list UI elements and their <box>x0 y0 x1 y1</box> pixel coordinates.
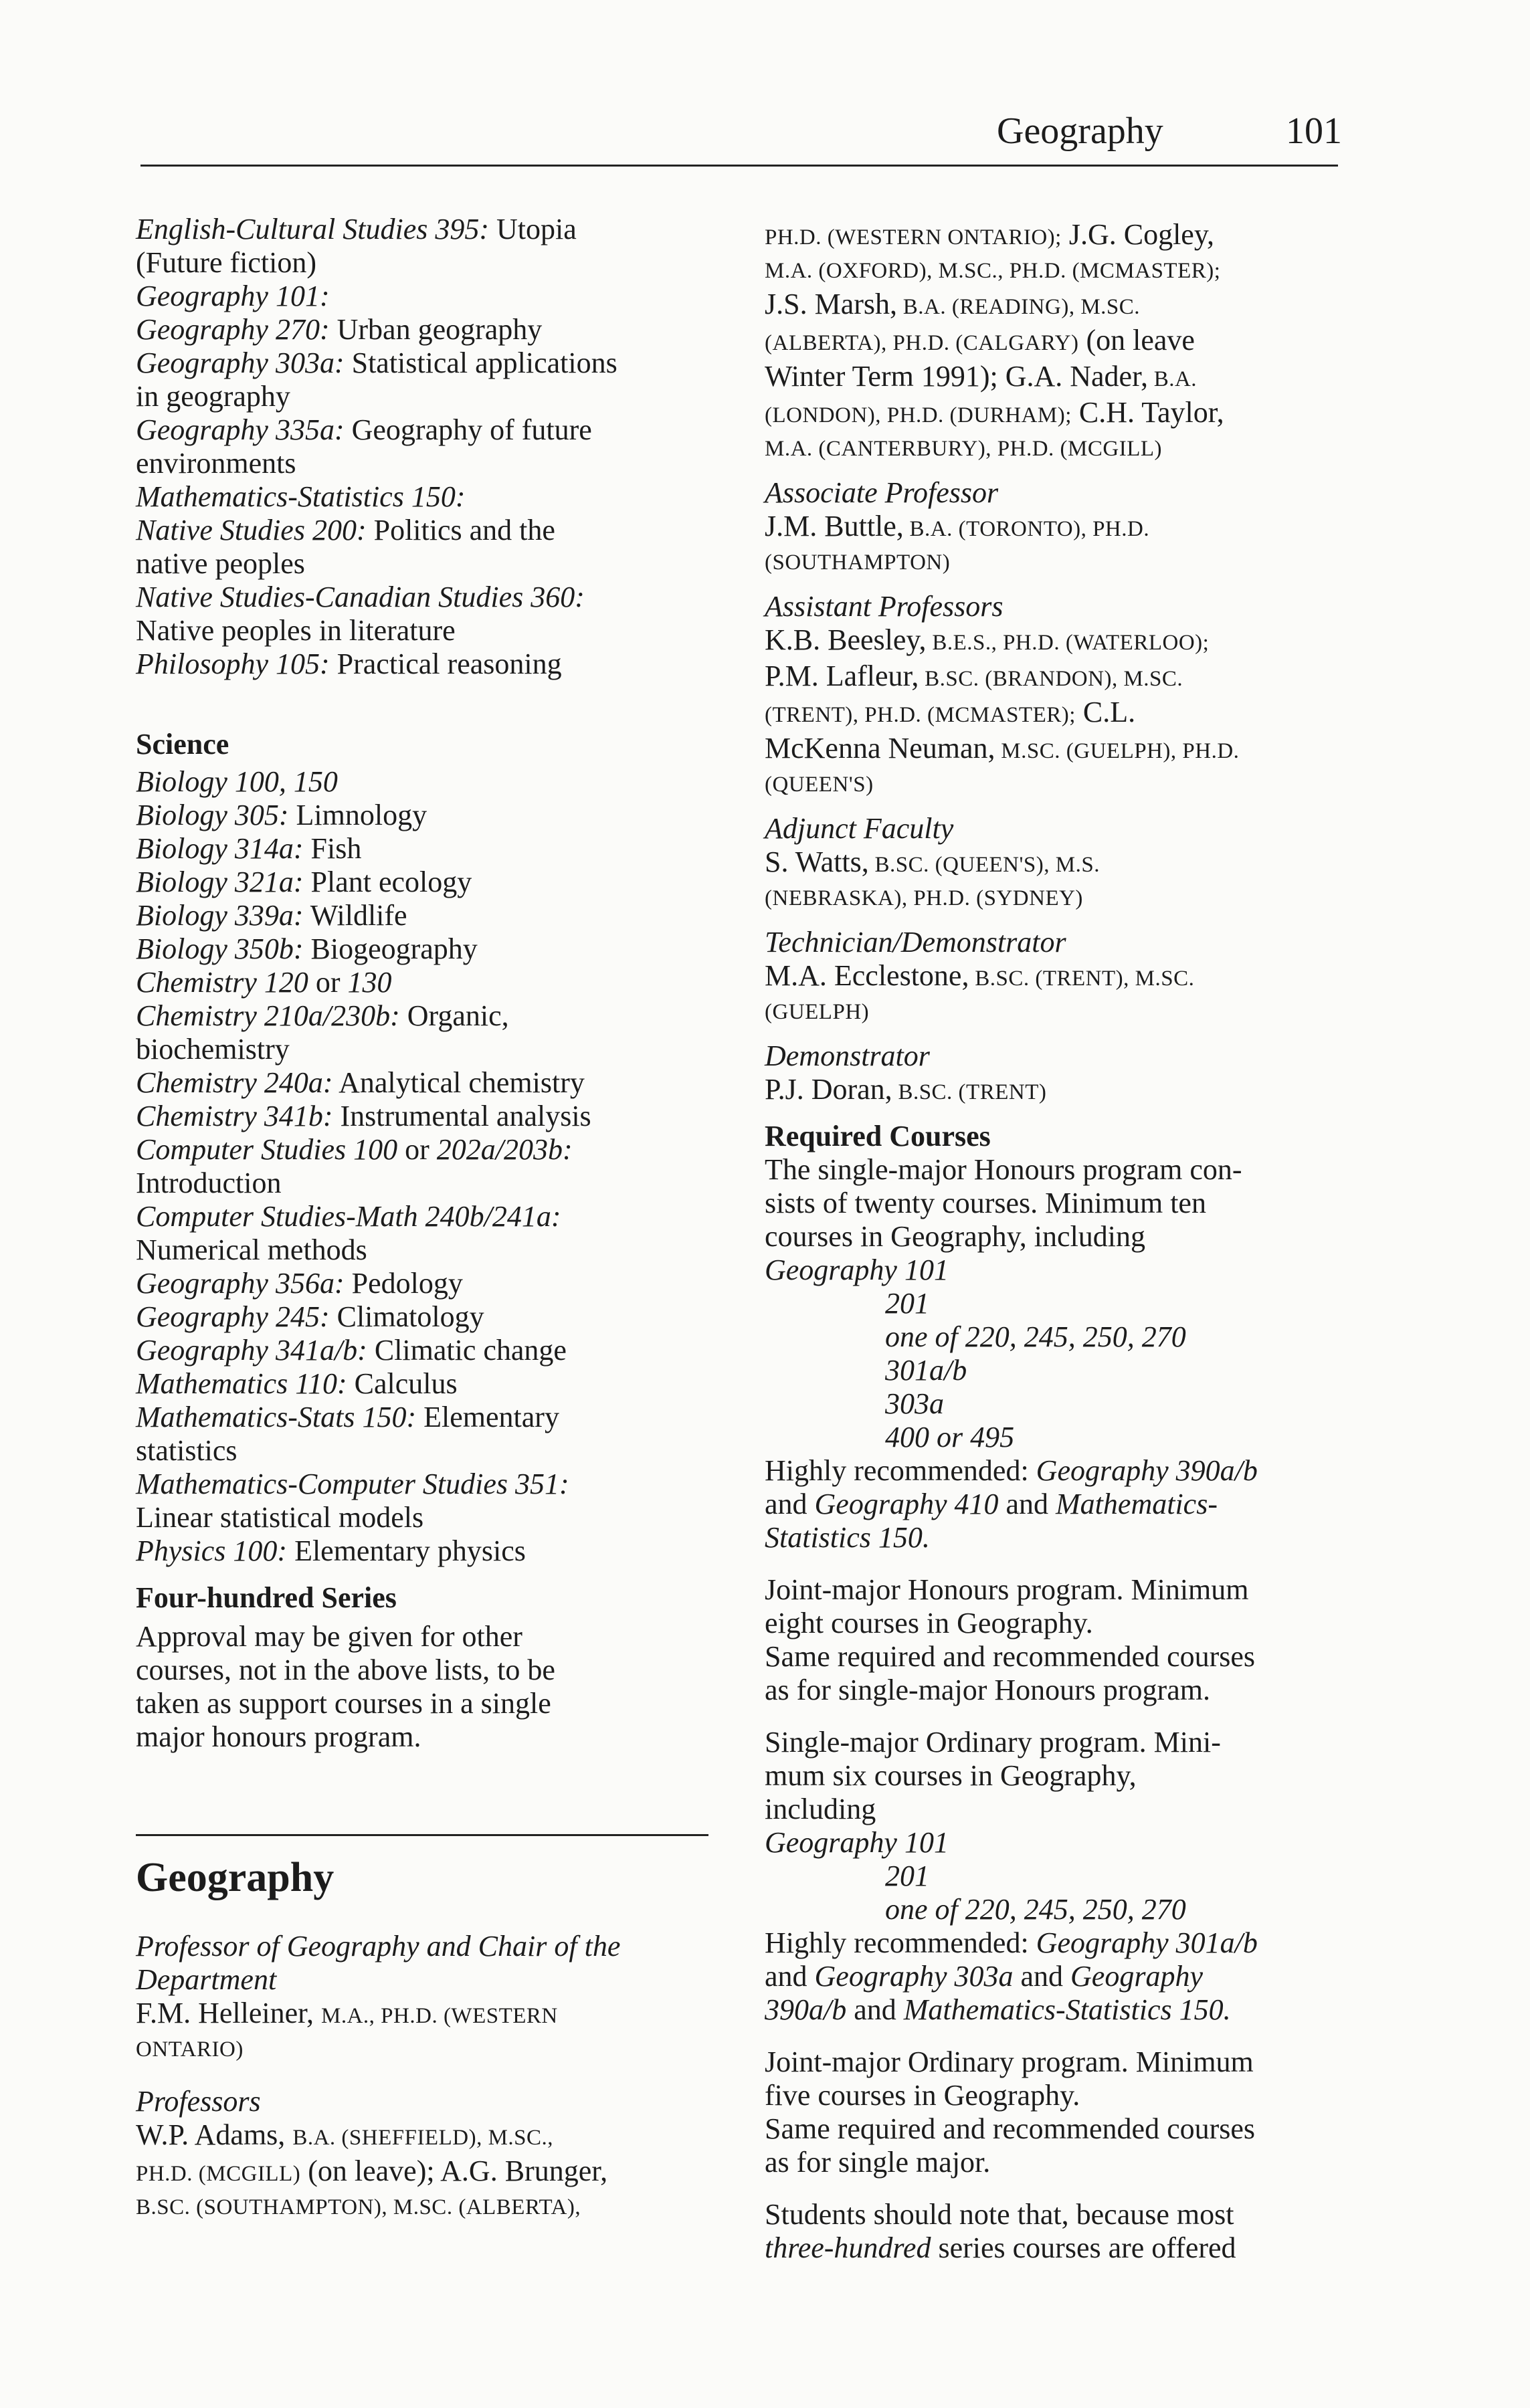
course-code: Geography 270: <box>136 313 330 346</box>
course-title: Utopia <box>489 213 577 245</box>
professors-title: Professors <box>136 2085 261 2118</box>
course-line <box>136 647 718 681</box>
course-title: Organic, <box>399 999 509 1032</box>
course-line <box>136 1468 718 1501</box>
course-code: English-Cultural Studies 395: <box>136 213 489 245</box>
left-column <box>136 213 718 2224</box>
course-line <box>136 932 718 966</box>
requirement-text: The single-major Honours program con- <box>765 1153 1242 1186</box>
text: and <box>765 1488 815 1520</box>
associate-professor-title: Associate Professor <box>765 476 999 509</box>
course-line <box>136 213 718 246</box>
demonstrator-title: Demonstrator <box>765 1039 930 1072</box>
course-line <box>136 1367 718 1401</box>
faculty-credentials: (GUELPH) <box>765 1000 870 1024</box>
students-note <box>765 2231 1353 2265</box>
course-code: Mathematics-Statistics 150: <box>136 480 466 513</box>
course-line <box>136 447 718 480</box>
four-hundred-text-line: taken as support courses in a single <box>136 1687 551 1720</box>
course-line <box>136 999 718 1033</box>
course-title: environments <box>136 447 296 480</box>
course-title: Geography of future <box>344 413 592 446</box>
course-list-label: Geography 101 <box>765 1826 949 1859</box>
text: and <box>846 1993 904 2026</box>
professor-credentials: (ALBERTA), PH.D. (CALGARY) <box>765 331 1079 355</box>
course-code: Biology 314a: <box>136 832 304 865</box>
course-code: Geography 335a: <box>136 413 345 446</box>
course-line <box>136 1133 718 1167</box>
professor-text: (on leave); A.G. Brunger, <box>300 2154 608 2187</box>
course-list-item-text: 201 <box>885 1860 929 1892</box>
course-code: Mathematics-Computer Studies 351: <box>136 1468 569 1500</box>
faculty-credentials: (TRENT), PH.D. (MCMASTER); <box>765 703 1076 727</box>
four-hundred-text-line: courses, not in the above lists, to be <box>136 1653 555 1686</box>
faculty-credentials: B.A. (TORONTO), PH.D. <box>903 517 1150 541</box>
chair-credentials: M.A., PH.D. (WESTERN <box>321 2004 558 2028</box>
course-ref: Mathematics-Statistics 150. <box>903 1993 1231 2026</box>
course-line <box>136 246 718 280</box>
faculty-name: P.M. Lafleur, <box>765 660 919 692</box>
course-code: 202a/203b: <box>436 1133 573 1166</box>
assistant-entry <box>765 732 1353 768</box>
course-line <box>136 1434 718 1468</box>
required-courses-heading: Required Courses <box>765 1120 991 1152</box>
course-line <box>136 547 718 581</box>
course-code: Native Studies-Canadian Studies 360: <box>136 581 585 613</box>
ordinary-text: including <box>765 1793 876 1825</box>
course-list-item <box>765 1387 1353 1421</box>
course-list-item-text: 301a/b <box>885 1354 967 1387</box>
course-line <box>136 1401 718 1434</box>
course-code: Biology 321a: <box>136 866 304 898</box>
course-title: statistics <box>136 1434 237 1467</box>
running-header-title: Geography <box>997 110 1163 152</box>
associate-entry <box>765 510 1353 546</box>
course-title: or <box>397 1133 437 1166</box>
four-hundred-text-line: Approval may be given for other <box>136 1620 522 1653</box>
joint-honours-text: as for single-major Honours program. <box>765 1674 1210 1706</box>
faculty-name: C.L. <box>1075 696 1136 728</box>
course-list-item <box>765 1287 1353 1320</box>
course-list-item <box>765 1860 1353 1893</box>
course-ref: 390a/b <box>765 1993 847 2026</box>
course-list-item <box>765 1421 1353 1454</box>
course-list-item-text: one of 220, 245, 250, 270 <box>885 1320 1186 1353</box>
technician-title: Technician/Demonstrator <box>765 926 1066 959</box>
demonstrator-entry <box>765 1073 1353 1109</box>
professor-text: Winter Term 1991); G.A. Nader, <box>765 360 1148 393</box>
course-line <box>136 1033 718 1066</box>
joint-ordinary-text: Same required and recommended courses <box>765 2112 1256 2145</box>
students-note: Students should note that, because most <box>765 2198 1234 2231</box>
faculty-name: McKenna Neuman, <box>765 732 995 765</box>
technician-entry <box>765 959 1353 995</box>
course-title: biochemistry <box>136 1033 290 1066</box>
required-course-list <box>765 1287 1353 1454</box>
course-line <box>136 1534 718 1568</box>
chair-title: Professor of Geography and Chair of the <box>136 1930 621 1963</box>
course-code: Biology 339a: <box>136 899 304 932</box>
faculty-credentials: (SOUTHAMPTON) <box>765 550 951 575</box>
course-line <box>136 1100 718 1133</box>
header-rule <box>140 165 1338 167</box>
faculty-credentials: (NEBRASKA), PH.D. (SYDNEY) <box>765 886 1083 910</box>
requirement-text: courses in Geography, including <box>765 1220 1146 1253</box>
course-title: in geography <box>136 380 290 413</box>
professor-entry <box>765 396 1353 432</box>
emphasis: three-hundred <box>765 2231 931 2264</box>
faculty-credentials: M.SC. (GUELPH), PH.D. <box>995 739 1240 763</box>
course-title: or <box>308 966 348 999</box>
professor-entry <box>765 360 1353 396</box>
faculty-name: K.B. Beesley, <box>765 623 927 656</box>
assistant-professors-title: Assistant Professors <box>765 590 1003 623</box>
course-list-item-text: 201 <box>885 1287 929 1320</box>
joint-ordinary-text: as for single major. <box>765 2146 991 2179</box>
course-code: Chemistry 120 <box>136 966 308 999</box>
faculty-credentials: B.SC. (BRANDON), M.SC. <box>919 667 1183 691</box>
course-line <box>136 480 718 514</box>
joint-honours-text: eight courses in Geography. <box>765 1607 1093 1639</box>
course-line <box>136 380 718 413</box>
chair-title: Department <box>136 1963 277 1996</box>
professor-text: (on leave <box>1078 324 1195 357</box>
course-list-item-text: 400 or 495 <box>885 1421 1015 1453</box>
course-ref: Geography 303a <box>814 1960 1014 1993</box>
joint-ordinary-text: five courses in Geography. <box>765 2079 1080 2112</box>
course-line <box>136 346 718 380</box>
course-line <box>136 1233 718 1267</box>
course-ref: Geography 301a/b <box>1036 1926 1258 1959</box>
course-code: 130 <box>347 966 392 999</box>
text: Highly recommended: <box>765 1454 1036 1487</box>
faculty-name: P.J. Doran, <box>765 1073 892 1106</box>
professor-credentials: M.A. (OXFORD), M.SC., PH.D. (MCMASTER); <box>765 259 1221 283</box>
course-code: Chemistry 341b: <box>136 1100 333 1132</box>
course-title: Native peoples in literature <box>136 614 456 647</box>
course-line <box>136 280 718 313</box>
course-title: Climatic change <box>367 1334 567 1367</box>
requirement-text: sists of twenty courses. Minimum ten <box>765 1187 1206 1219</box>
course-code: Mathematics-Stats 150: <box>136 1401 417 1433</box>
faculty-name: J.M. Buttle, <box>765 510 904 542</box>
right-column <box>765 218 1353 2265</box>
course-code: Geography 303a: <box>136 346 345 379</box>
professor-credentials: PH.D. (MCGILL) <box>136 2162 301 2186</box>
course-ref: Mathematics- <box>1056 1488 1218 1520</box>
support-course-list <box>136 213 718 681</box>
adjunct-entry <box>765 845 1353 882</box>
professor-name: J.S. Marsh, <box>765 288 898 320</box>
science-course-list <box>136 765 718 1568</box>
faculty-name: M.A. Ecclestone, <box>765 959 969 992</box>
text: and <box>998 1488 1056 1520</box>
course-title: (Future fiction) <box>136 246 317 279</box>
assistant-entry <box>765 660 1353 696</box>
course-line <box>136 614 718 647</box>
course-line <box>136 1334 718 1367</box>
text: series courses are offered <box>931 2231 1236 2264</box>
course-line <box>136 1200 718 1233</box>
course-title: Urban geography <box>329 313 543 346</box>
professor-entry <box>765 288 1353 324</box>
course-line <box>136 581 718 614</box>
page-number: 101 <box>1286 110 1342 152</box>
professor-name: J.G. Cogley, <box>1061 218 1214 251</box>
course-line <box>136 514 718 547</box>
course-title: Plant ecology <box>303 866 472 898</box>
course-line <box>136 832 718 866</box>
course-code: Biology 305: <box>136 799 289 831</box>
course-list-item <box>765 1354 1353 1387</box>
course-title: Analytical chemistry <box>332 1066 585 1099</box>
geography-section-heading: Geography <box>136 1855 334 1900</box>
ordinary-text: Single-major Ordinary program. Mini- <box>765 1726 1221 1759</box>
faculty-name: S. Watts, <box>765 845 869 878</box>
course-ref: Geography <box>1070 1960 1203 1993</box>
course-title: native peoples <box>136 547 305 580</box>
course-line <box>136 799 718 832</box>
recommendation-line <box>765 1926 1353 1960</box>
professor-entry <box>136 2154 718 2191</box>
course-code: Biology 350b: <box>136 932 304 965</box>
faculty-credentials: B.SC. (TRENT) <box>892 1080 1047 1104</box>
course-ref: Geography 410 <box>814 1488 999 1520</box>
course-list-item <box>765 1893 1353 1926</box>
course-code: Mathematics 110: <box>136 1367 347 1400</box>
text: Highly recommended: <box>765 1926 1036 1959</box>
course-code: Computer Studies-Math 240b/241a: <box>136 1200 561 1233</box>
course-line <box>136 1300 718 1334</box>
professor-credentials: B.A. (READING), M.SC. <box>897 295 1141 319</box>
course-line <box>136 765 718 799</box>
adjunct-faculty-title: Adjunct Faculty <box>765 812 954 845</box>
course-title: Numerical methods <box>136 1233 367 1266</box>
course-title: Instrumental analysis <box>332 1100 591 1132</box>
professor-credentials: B.A. (SHEFFIELD), M.SC., <box>292 2126 554 2150</box>
course-title: Introduction <box>136 1167 282 1199</box>
course-title: Politics and the <box>366 514 555 546</box>
faculty-credentials: B.SC. (QUEEN'S), M.S. <box>868 853 1100 877</box>
course-title: Fish <box>303 832 362 865</box>
course-line <box>136 1267 718 1300</box>
professor-credentials: B.A. <box>1147 367 1198 391</box>
assistant-entry <box>765 696 1353 732</box>
professor-name: C.H. Taylor, <box>1071 396 1224 429</box>
course-line <box>136 1066 718 1100</box>
course-title: Calculus <box>347 1367 458 1400</box>
course-line <box>136 1501 718 1534</box>
course-line <box>136 313 718 346</box>
course-line <box>136 966 718 999</box>
course-code: Chemistry 240a: <box>136 1066 333 1099</box>
faculty-credentials: B.SC. (TRENT), M.SC. <box>969 967 1195 991</box>
joint-ordinary-text: Joint-major Ordinary program. Minimum <box>765 2045 1254 2078</box>
professor-credentials: B.SC. (SOUTHAMPTON), M.SC. (ALBERTA), <box>136 2195 581 2219</box>
course-code: Geography 101: <box>136 280 330 312</box>
course-title: Wildlife <box>303 899 407 932</box>
course-line <box>136 866 718 899</box>
course-ref: Statistics 150. <box>765 1521 930 1554</box>
professor-entry <box>765 218 1353 254</box>
course-title: Pedology <box>344 1267 463 1300</box>
science-heading: Science <box>136 728 229 761</box>
course-ref: Geography 390a/b <box>1036 1454 1258 1487</box>
text: and <box>765 1960 815 1993</box>
course-line <box>136 413 718 447</box>
professor-entry <box>136 2118 718 2154</box>
course-code: Physics 100: <box>136 1534 288 1567</box>
course-code: Philosophy 105: <box>136 647 330 680</box>
course-code: Geography 245: <box>136 1300 330 1333</box>
course-list-label: Geography 101 <box>765 1253 949 1286</box>
chair-entry <box>136 1997 718 2033</box>
course-title: Climatology <box>329 1300 484 1333</box>
course-code: Chemistry 210a/230b: <box>136 999 400 1032</box>
joint-honours-text: Same required and recommended courses <box>765 1640 1256 1673</box>
course-code: Geography 356a: <box>136 1267 345 1300</box>
joint-honours-text: Joint-major Honours program. Minimum <box>765 1573 1249 1606</box>
course-code: Geography 341a/b: <box>136 1334 367 1367</box>
course-list-item <box>765 1320 1353 1354</box>
course-code: Computer Studies 100 <box>136 1133 398 1166</box>
recommendation-line <box>765 1993 1353 2027</box>
recommendation-line <box>765 1488 1353 1521</box>
four-hundred-heading: Four-hundred Series <box>136 1581 397 1614</box>
course-title: Linear statistical models <box>136 1501 424 1534</box>
ordinary-course-list <box>765 1860 1353 1926</box>
chair-name: F.M. Helleiner, <box>136 1997 314 2029</box>
course-title: Elementary physics <box>287 1534 526 1567</box>
professor-name: W.P. Adams, <box>136 2118 286 2151</box>
recommendation-line <box>765 1960 1353 1993</box>
ordinary-text: mum six courses in Geography, <box>765 1759 1137 1792</box>
faculty-credentials: (QUEEN'S) <box>765 773 874 797</box>
assistant-entry <box>765 623 1353 660</box>
chair-credentials: ONTARIO) <box>136 2037 244 2062</box>
faculty-credentials: B.E.S., PH.D. (WATERLOO); <box>926 631 1210 655</box>
professor-credentials: (LONDON), PH.D. (DURHAM); <box>765 403 1072 427</box>
course-list-item-text: one of 220, 245, 250, 270 <box>885 1893 1186 1926</box>
professor-credentials: M.A. (CANTERBURY), PH.D. (MCGILL) <box>765 437 1162 461</box>
course-line <box>136 1167 718 1200</box>
course-title: Limnology <box>288 799 427 831</box>
professor-credentials: PH.D. (WESTERN ONTARIO); <box>765 225 1062 249</box>
course-line <box>136 899 718 932</box>
course-code: Biology 100, 150 <box>136 765 338 798</box>
text: and <box>1013 1960 1071 1993</box>
four-hundred-text-line: major honours program. <box>136 1720 421 1753</box>
recommendation-line <box>765 1454 1353 1488</box>
course-title: Elementary <box>416 1401 559 1433</box>
course-code: Native Studies 200: <box>136 514 367 546</box>
course-title: Practical reasoning <box>329 647 562 680</box>
course-title: Biogeography <box>303 932 478 965</box>
course-title: Statistical applications <box>344 346 617 379</box>
professor-entry <box>765 324 1353 360</box>
course-list-item-text: 303a <box>885 1387 944 1420</box>
